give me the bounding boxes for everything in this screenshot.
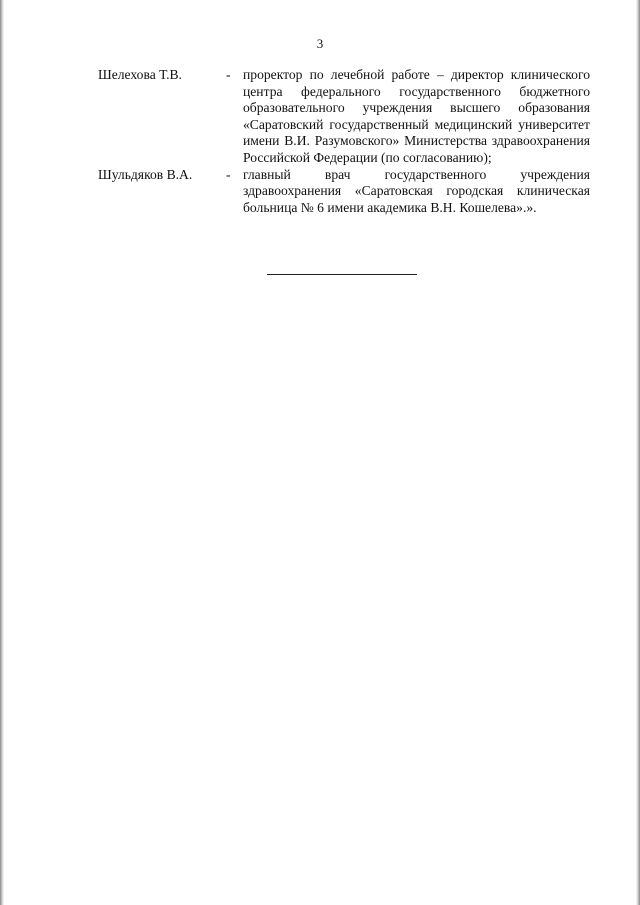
member-name: Шульдяков В.А.	[98, 166, 193, 182]
member-list	[98, 67, 590, 216]
member-position: главный врач государственного учреждения здравоохранения «Саратовская городская клиническая больница № 6 имени академика В.Н. Кошелева».».	[243, 166, 590, 215]
member-name: Шелехова Т.В.	[98, 67, 182, 82]
page-number: 3	[316, 36, 324, 51]
list-item	[98, 167, 590, 217]
end-separator-line	[267, 274, 417, 275]
dash: -	[226, 67, 231, 82]
list-item	[98, 67, 590, 167]
member-position: проректор по лечебной работе – директор клинического центра федерального государственного бюджетного образовательного учреждения высшего образования «Саратовский государственный медицинский университет имени В.И. Разумовского» Министерства здравоохранения Российской Федерации (по согласованию);	[243, 67, 590, 165]
scan-edge-right	[636, 0, 640, 905]
dash: -	[226, 166, 231, 182]
scan-edge-left	[0, 0, 4, 905]
